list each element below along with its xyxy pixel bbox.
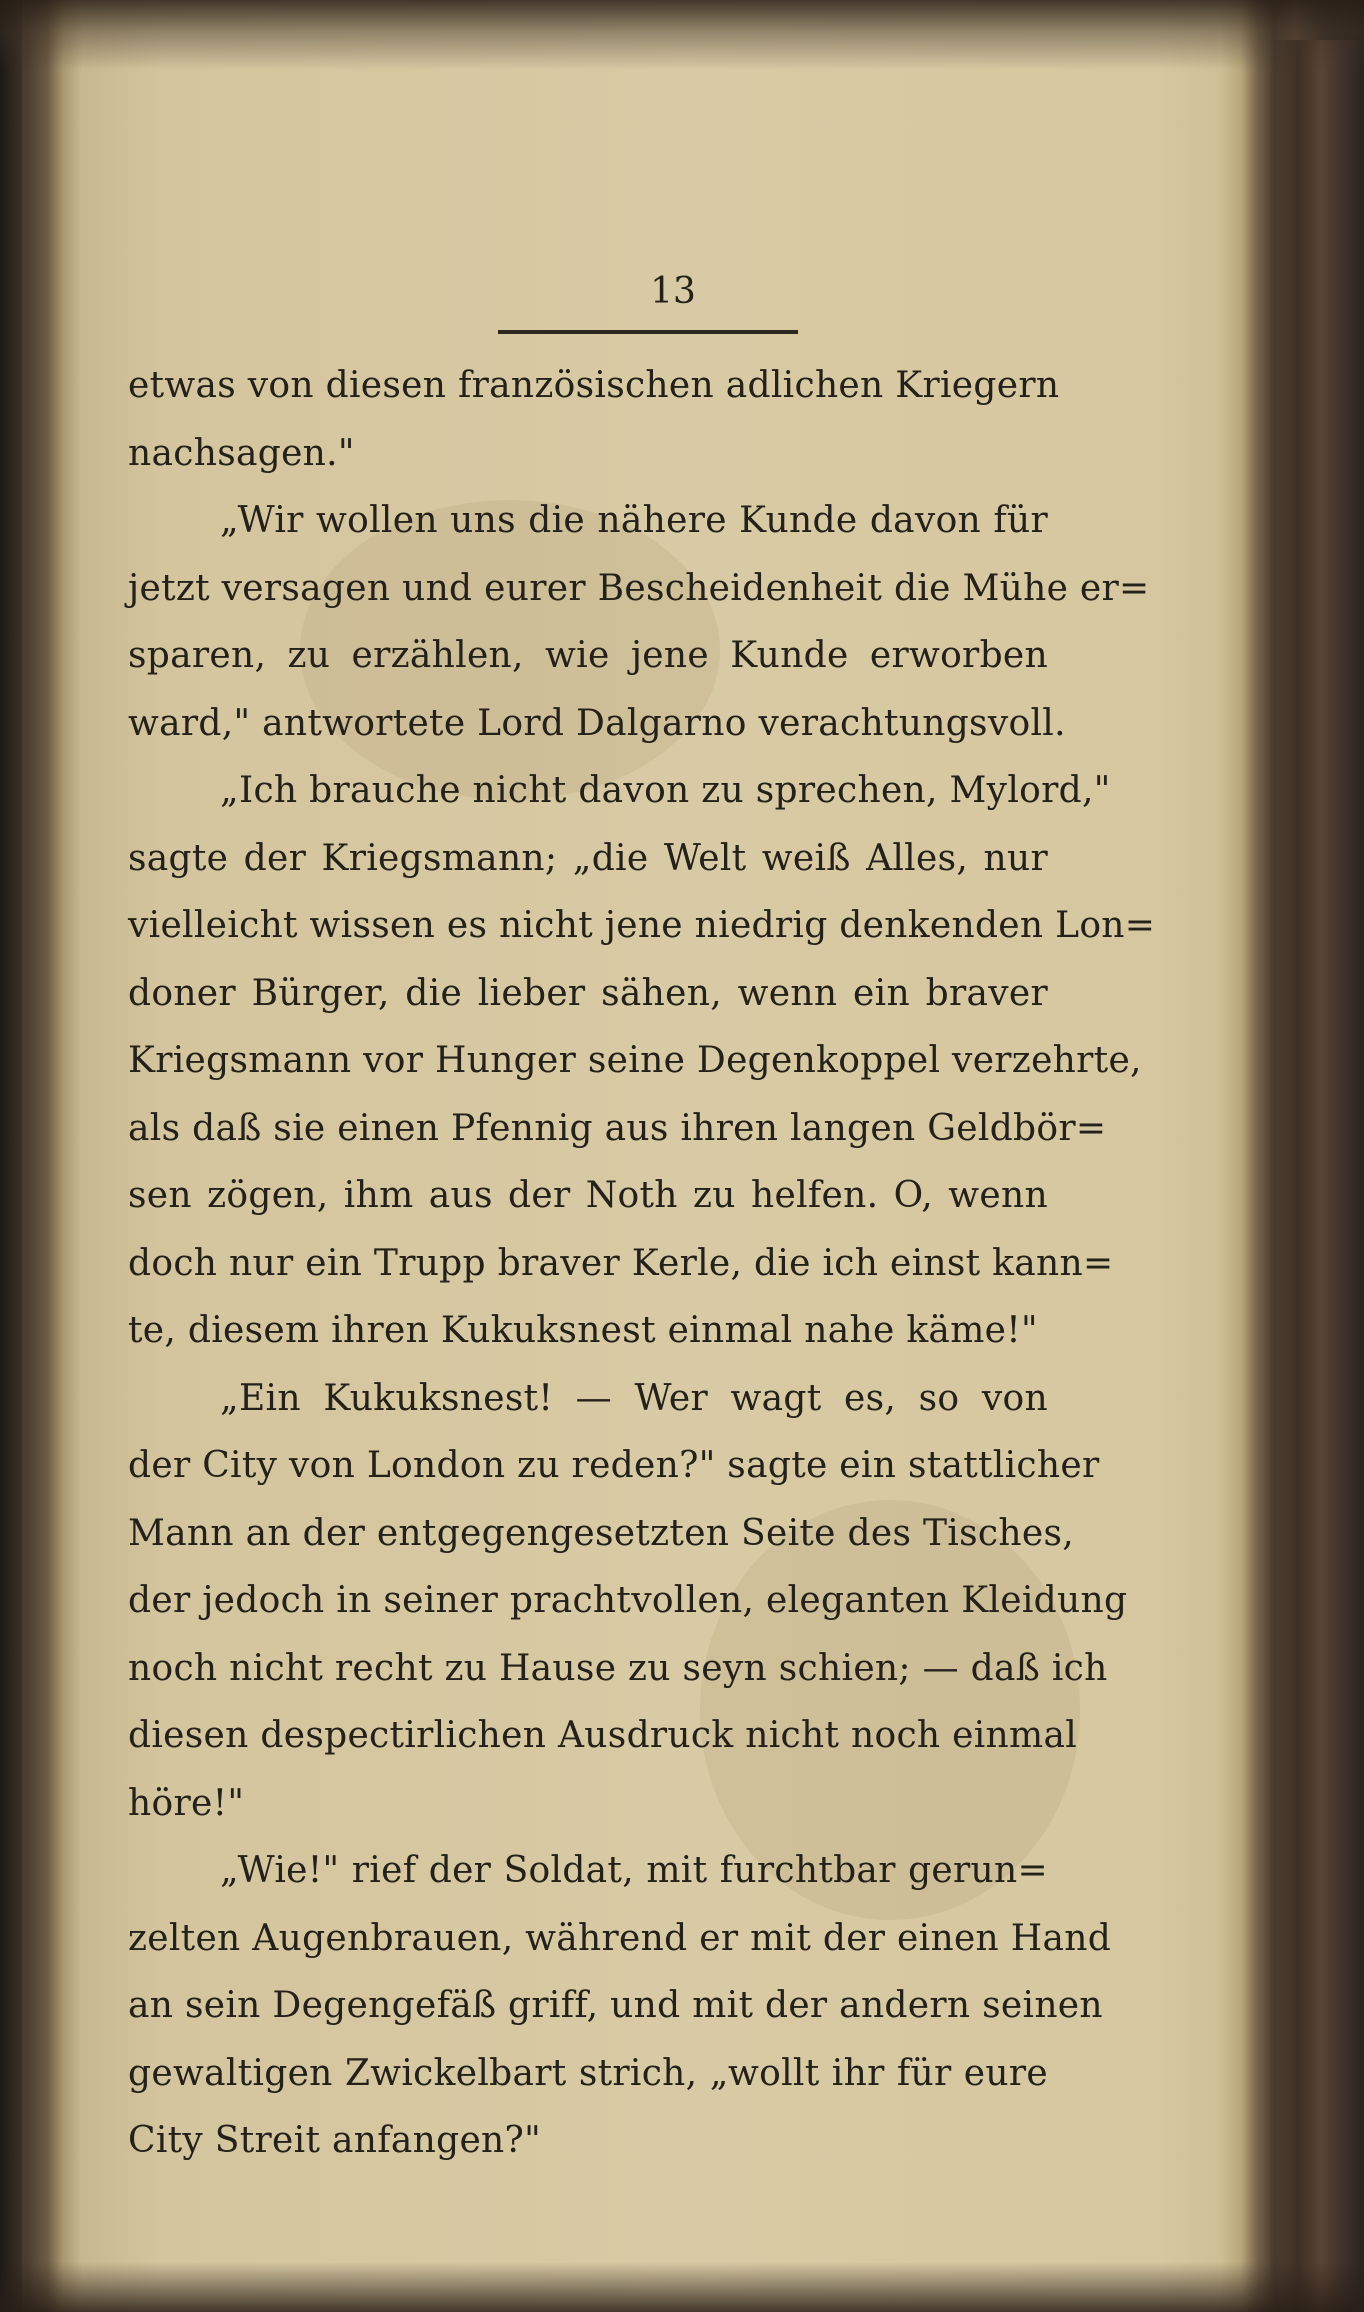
page-number: 13 bbox=[650, 271, 696, 312]
text-line: „Ich brauche nicht davon zu sprechen, Mylord," bbox=[220, 770, 1111, 811]
text-line: ward," antwortete Lord Dalgarno verachtungsvoll. bbox=[128, 702, 1066, 744]
text-line: Kriegsmann vor Hunger seine Degenkoppel verzehrte, bbox=[128, 1040, 1142, 1081]
page-top-edge bbox=[0, 0, 1364, 70]
text-line: doner Bürger, die lieber sähen, wenn ein braver bbox=[128, 972, 1048, 1014]
text-line: Mann an der entgegengesetzten Seite des Tisches, bbox=[128, 1512, 1074, 1554]
text-line: „Wie!" rief der Soldat, mit furchtbar gerun= bbox=[220, 1850, 1048, 1891]
text-line: der City von London zu reden?" sagte ein stattlicher bbox=[128, 1445, 1100, 1486]
text-line: der jedoch in seiner prachtvollen, eleganten Kleidung bbox=[128, 1580, 1128, 1621]
text-line: nachsagen." bbox=[128, 432, 355, 474]
book-cover-left bbox=[0, 0, 22, 2312]
text-line: te, diesem ihren Kukuksnest einmal nahe käme!" bbox=[128, 1310, 1038, 1351]
text-line: vielleicht wissen es nicht jene niedrig denkenden Lon= bbox=[128, 905, 1156, 946]
text-line: noch nicht recht zu Hause zu seyn schien; — daß ich bbox=[128, 1647, 1108, 1689]
text-line: höre!" bbox=[128, 1782, 245, 1824]
text-line: zelten Augenbrauen, während er mit der einen Hand bbox=[128, 1917, 1112, 1959]
text-line: sen zögen, ihm aus der Noth zu helfen. O, wenn bbox=[128, 1175, 1048, 1216]
book-cover-right bbox=[1269, 40, 1364, 2312]
text-line: „Wir wollen uns die nähere Kunde davon für bbox=[220, 500, 1048, 541]
text-line: diesen despectirlichen Ausdruck nicht noch einmal bbox=[128, 1715, 1078, 1756]
text-line: City Streit anfangen?" bbox=[128, 2120, 541, 2161]
page-bottom-edge bbox=[0, 2262, 1364, 2312]
text-line: doch nur ein Trupp braver Kerle, die ich einst kann= bbox=[128, 1242, 1114, 1284]
text-line: gewaltigen Zwickelbart strich, „wollt ihr für eure bbox=[128, 2052, 1048, 2094]
text-line: „Ein Kukuksnest! — Wer wagt es, so von bbox=[220, 1377, 1048, 1419]
text-line: sagte der Kriegsmann; „die Welt weiß Alles, nur bbox=[128, 837, 1048, 879]
text-line: als daß sie einen Pfennig aus ihren langen Geldbör= bbox=[128, 1107, 1107, 1149]
header-rule bbox=[498, 330, 798, 334]
text-line: sparen, zu erzählen, wie jene Kunde erworben bbox=[128, 635, 1048, 676]
text-line: etwas von diesen französischen adlichen Kriegern bbox=[128, 365, 1060, 406]
text-block bbox=[128, 352, 1156, 2175]
text-line: an sein Degengefäß griff, und mit der andern seinen bbox=[128, 1985, 1103, 2026]
text-line: jetzt versagen und eurer Bescheidenheit die Mühe er= bbox=[128, 567, 1150, 609]
